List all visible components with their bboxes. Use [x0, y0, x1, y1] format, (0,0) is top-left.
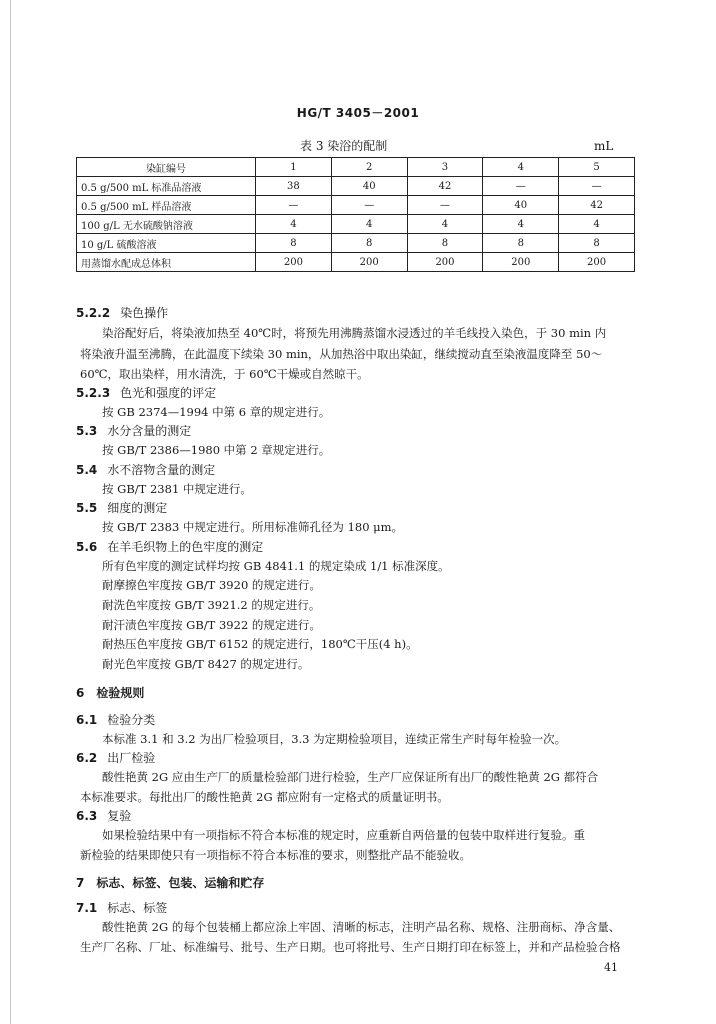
section-number: 5.2.3	[76, 386, 111, 400]
section-number: 5.3	[76, 424, 98, 438]
table-header-cell: 3	[407, 158, 483, 177]
paragraph-line: 生产厂名称、厂址、标准编号、批号、生产日期。也可将批号、生产日期打印在标签上，并和产品检验合格	[80, 940, 621, 954]
table-cell: —	[483, 177, 559, 196]
paragraph-line: 按 GB 2374—1994 中第 6 章的规定进行。	[102, 405, 331, 419]
paragraph-line: 按 GB/T 2383 中规定进行。所用标准筛孔径为 180 μm。	[102, 520, 404, 534]
table-cell: 8	[256, 234, 332, 253]
table-caption: 表 3 染浴的配制	[300, 139, 388, 153]
section-heading-6	[76, 684, 144, 701]
section-heading-6-3	[76, 807, 131, 824]
table-row	[77, 253, 635, 272]
table-cell: 8	[483, 234, 559, 253]
section-number: 6.1	[76, 713, 98, 727]
paragraph-line: 本标准 3.1 和 3.2 为出厂检验项目，3.3 为定期检验项目，连续正常生产时每年检验一次。	[102, 732, 567, 746]
section-number: 7.1	[76, 901, 98, 915]
paragraph-line: 耐汗渍色牢度按 GB/T 3922 的规定进行。	[102, 618, 321, 632]
section-heading-5-4	[76, 461, 215, 478]
table-row-label: 100 g/L 无水硫酸钠溶液	[77, 215, 256, 234]
table-row-label: 0.5 g/500 mL 标准品溶液	[77, 177, 256, 196]
table-cell: 4	[407, 215, 483, 234]
table-cell: 38	[256, 177, 332, 196]
table-cell: 200	[256, 253, 332, 272]
paragraph-line: 所有色牢度的测定试样均按 GB 4841.1 的规定染成 1/1 标准深度。	[102, 559, 450, 573]
section-heading-5-3	[76, 422, 191, 439]
table-row	[77, 234, 635, 253]
paragraph-line: 耐热压色牢度按 GB/T 6152 的规定进行，180℃干压(4 h)。	[102, 637, 418, 651]
table-cell: 4	[559, 215, 635, 234]
table-unit: mL	[594, 139, 614, 153]
dye-bath-table	[76, 157, 635, 272]
paragraph-line: 耐光色牢度按 GB/T 8427 的规定进行。	[102, 657, 310, 671]
section-heading-6-1	[76, 711, 155, 728]
section-number: 6.2	[76, 751, 98, 765]
table-header-label: 染缸编号	[77, 158, 256, 177]
paragraph-line: 将染液升温至沸腾，在此温度下续染 30 min，从加热浴中取出染缸，继续搅动直至染液温度降至 50～	[80, 347, 603, 361]
table-row	[77, 215, 635, 234]
paragraph-line: 按 GB/T 2381 中规定进行。	[102, 482, 252, 496]
table-cell: 4	[256, 215, 332, 234]
table-cell: —	[559, 177, 635, 196]
table-cell: 8	[331, 234, 407, 253]
table-cell: 8	[407, 234, 483, 253]
table-row	[77, 177, 635, 196]
section-heading-7	[76, 874, 264, 891]
section-title: 色光和强度的评定	[120, 386, 217, 400]
page-number: 41	[604, 961, 618, 974]
paragraph-line: 60℃，取出染样，用水清洗，于 60℃干燥或自然晾干。	[80, 367, 369, 381]
paragraph-line: 耐洗色牢度按 GB/T 3921.2 的规定进行。	[102, 598, 321, 612]
table-cell: —	[256, 196, 332, 215]
table-header-cell: 1	[256, 158, 332, 177]
section-number: 5.6	[76, 540, 98, 554]
table-cell: 200	[407, 253, 483, 272]
scan-edge-line	[10, 0, 11, 1024]
section-heading-5-2-3	[76, 384, 216, 401]
table-cell: 42	[407, 177, 483, 196]
table-cell: 200	[559, 253, 635, 272]
section-title: 水分含量的测定	[107, 424, 192, 438]
table-cell: 200	[483, 253, 559, 272]
section-heading-7-1	[76, 899, 167, 916]
table-header-cell: 5	[559, 158, 635, 177]
table-cell: 8	[559, 234, 635, 253]
table-cell: 42	[559, 196, 635, 215]
section-heading-5-2-2	[76, 304, 168, 321]
section-heading-5-6	[76, 538, 263, 555]
paragraph-line: 新检验的结果即使只有一项指标不符合本标准的要求，则整批产品不能验收。	[80, 848, 471, 862]
section-heading-5-5	[76, 499, 167, 516]
table-header-cell: 2	[331, 158, 407, 177]
section-number: 7	[76, 876, 85, 890]
paragraph-line: 本标准要求。每批出厂的酸性艳黄 2G 都应附有一定格式的质量证明书。	[80, 790, 449, 804]
paragraph-line: 酸性艳黄 2G 应由生产厂的质量检验部门进行检验，生产厂应保证所有出厂的酸性艳黄 2G 都符合	[102, 770, 599, 784]
table-cell: 4	[483, 215, 559, 234]
section-title: 标志、标签	[107, 901, 168, 915]
section-number: 5.2.2	[76, 306, 111, 320]
section-number: 5.5	[76, 501, 98, 515]
section-number: 5.4	[76, 463, 98, 477]
paragraph-line: 耐摩擦色牢度按 GB/T 3920 的规定进行。	[102, 578, 321, 592]
section-title: 检验分类	[107, 713, 156, 727]
section-title: 染色操作	[120, 306, 169, 320]
table-header-cell: 4	[483, 158, 559, 177]
table-row-label: 0.5 g/500 mL 样品溶液	[77, 196, 256, 215]
table-row	[77, 196, 635, 215]
section-number: 6.3	[76, 809, 98, 823]
section-title: 标志、标签、包装、运输和贮存	[96, 876, 265, 890]
table-cell: —	[331, 196, 407, 215]
table-row-label: 用蒸馏水配成总体积	[77, 253, 256, 272]
paragraph-line: 染浴配好后，将染液加热至 40℃时，将预先用沸腾蒸馏水浸透过的羊毛线投入染色，于 30 min 内	[102, 326, 607, 340]
standard-code: HG/T 3405－2001	[296, 106, 420, 120]
paragraph-line: 酸性艳黄 2G 的每个包装桶上都应涂上牢固、清晰的标志，注明产品名称、规格、注册商标、净含量、	[102, 920, 621, 934]
table-cell: 40	[483, 196, 559, 215]
table-header-row	[77, 158, 635, 177]
table-cell: 4	[331, 215, 407, 234]
section-title: 检验规则	[96, 686, 145, 700]
table-row-label: 10 g/L 硫酸溶液	[77, 234, 256, 253]
section-title: 复验	[107, 809, 132, 823]
section-heading-6-2	[76, 749, 155, 766]
section-number: 6	[76, 686, 85, 700]
section-title: 在羊毛织物上的色牢度的测定	[107, 540, 264, 554]
section-title: 水不溶物含量的测定	[107, 463, 216, 477]
paragraph-line: 按 GB/T 2386—1980 中第 2 章规定进行。	[102, 443, 331, 457]
table-cell: 200	[331, 253, 407, 272]
section-title: 出厂检验	[107, 751, 156, 765]
section-title: 细度的测定	[107, 501, 168, 515]
paragraph-line: 如果检验结果中有一项指标不符合本标准的规定时，应重新自两倍量的包装中取样进行复验。重	[102, 828, 585, 842]
table-cell: 40	[331, 177, 407, 196]
table-cell: —	[407, 196, 483, 215]
